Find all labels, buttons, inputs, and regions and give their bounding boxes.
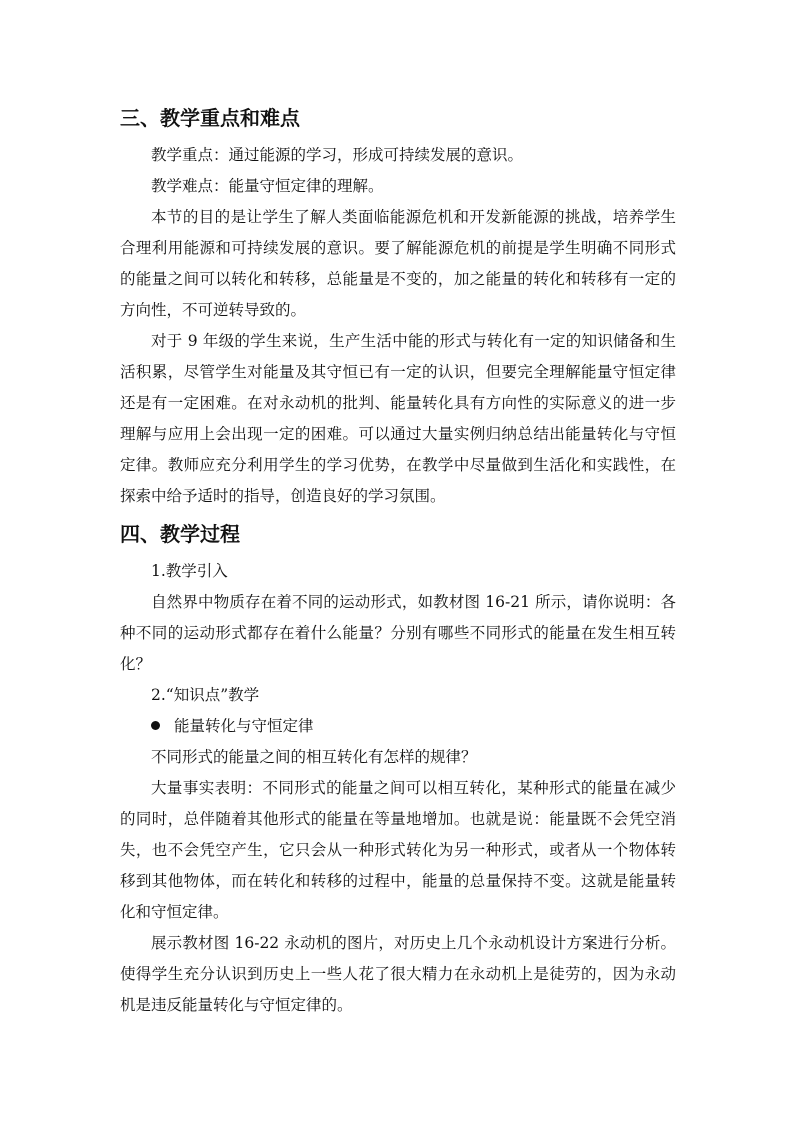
paragraph-students: 对于 9 年级的学生来说，生产生活中能的形式与转化有一定的知识储备和生活积累，尽管学生对能量及其守恒已有一定的认识，但要完全理解能量守恒定律还是有一定困难。在对永动机的批判、能量转化具有方向性的实际意义的进一步理解与应用上会出现一定的困难。可以通过大量实例归纳总结出能量转化与守恒定律。教师应充分利用学生的学习优势，在教学中尽量做到生活化和实践性，在探索中给予适时的指导，创造良好的学习氛围。 xyxy=(120,332,676,505)
bullet-item xyxy=(151,714,314,738)
teaching-difficulty: 教学难点：能量守恒定律的理解。 xyxy=(151,177,384,195)
paragraph-purpose: 本节的目的是让学生了解人类面临能源危机和开发新能源的挑战，培养学生合理利用能源和可持续发展的意识。要了解能源危机的前提是学生明确不同形式的能量之间可以转化和转移，总能量是不变的，加之能量的转化和转移有一定的方向性，不可逆转导致的。 xyxy=(120,208,676,319)
section-heading-3: 三、教学重点和难点 xyxy=(120,106,300,130)
paragraph-intro: 自然界中物质存在着不同的运动形式，如教材图 16-21 所示，请你说明：各种不同的运动形式都存在着什么能量？分别有哪些不同形式的能量在发生相互转化？ xyxy=(120,593,676,673)
section-heading-4: 四、教学过程 xyxy=(120,522,240,546)
subheading-knowledge: 2.“知识点”教学 xyxy=(151,686,260,704)
subheading-intro: 1.教学引入 xyxy=(151,562,228,580)
teaching-focus: 教学重点：通过能源的学习，形成可持续发展的意识。 xyxy=(151,146,524,164)
bullet-label: 能量转化与守恒定律 xyxy=(174,717,314,735)
question-line: 不同形式的能量之间的相互转化有怎样的规律？ xyxy=(151,748,477,766)
bullet-icon xyxy=(151,721,160,730)
paragraph-facts: 大量事实表明：不同形式的能量之间可以相互转化，某种形式的能量在减少的同时，总伴随着其他形式的能量在等量地增加。也就是说：能量既不会凭空消失，也不会凭空产生，它只会从一种形式转化为另一种形式，或者从一个物体转移到其他物体，而在转化和转移的过程中，能量的总量保持不变。这就是能量转化和守恒定律。 xyxy=(120,779,676,921)
paragraph-perpetual-motion: 展示教材图 16-22 永动机的图片，对历史上几个永动机设计方案进行分析。使得学生充分认识到历史上一些人花了很大精力在永动机上是徒劳的，因为永动机是违反能量转化与守恒定律的。 xyxy=(120,934,676,1014)
